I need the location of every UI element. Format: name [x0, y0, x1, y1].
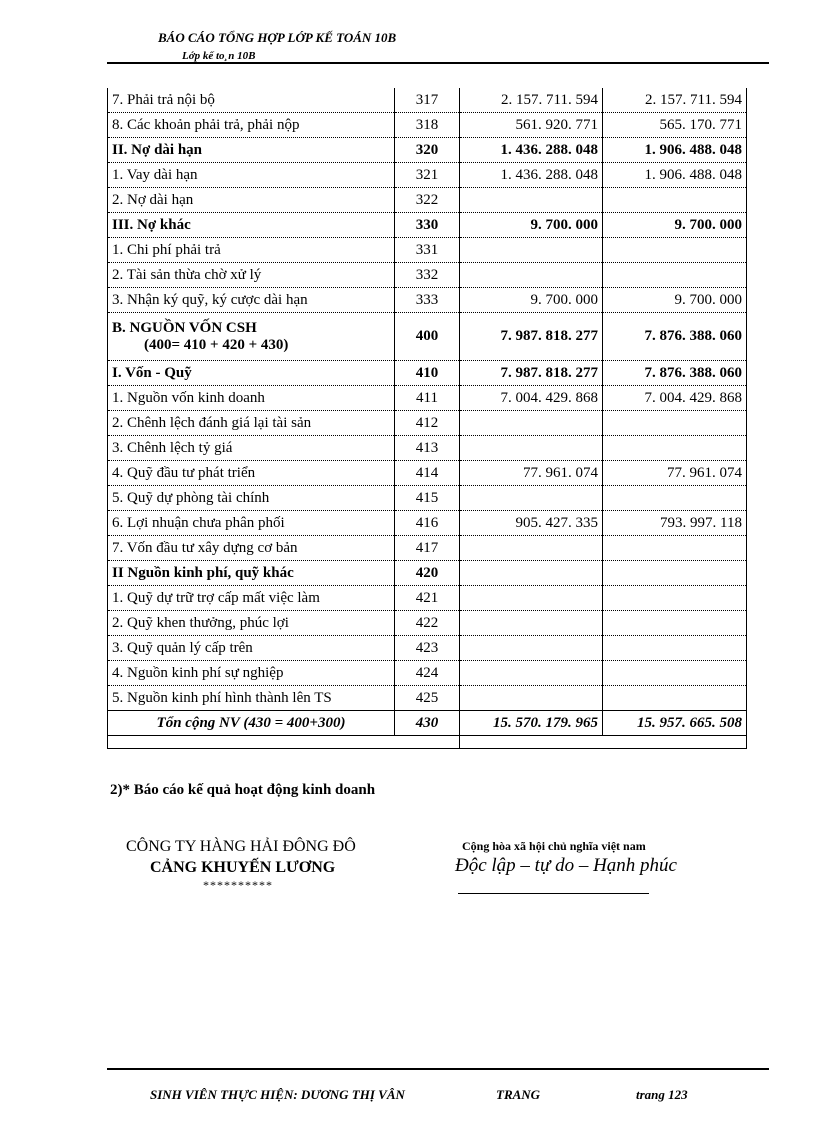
row-value-end [603, 536, 747, 561]
row-code: 416 [395, 511, 460, 536]
row-value-begin: 905. 427. 335 [460, 511, 603, 536]
table-row [108, 586, 747, 611]
row-value-end [603, 636, 747, 661]
row-label: I. Vốn - Quỹ [108, 361, 395, 386]
row-code: 333 [395, 288, 460, 313]
row-code: 421 [395, 586, 460, 611]
table-row [108, 386, 747, 411]
row-code: 415 [395, 486, 460, 511]
table-row [108, 536, 747, 561]
table-row [108, 163, 747, 188]
row-code: 321 [395, 163, 460, 188]
row-code: 420 [395, 561, 460, 586]
row-value-end: 565. 170. 771 [603, 113, 747, 138]
row-label: 3. Quỹ quản lý cấp trên [108, 636, 395, 661]
table-row [108, 263, 747, 288]
closing-cell-left [108, 736, 460, 749]
total-row [108, 711, 747, 736]
row-label: 7. Phải trả nội bộ [108, 88, 395, 113]
row-value-end: 7. 004. 429. 868 [603, 386, 747, 411]
table-row [108, 436, 747, 461]
table-row [108, 288, 747, 313]
row-value-end: 77. 961. 074 [603, 461, 747, 486]
table-row [108, 188, 747, 213]
row-value-begin: 9. 700. 000 [460, 213, 603, 238]
row-value-begin [460, 411, 603, 436]
row-value-begin: 9. 700. 000 [460, 288, 603, 313]
row-value-end [603, 238, 747, 263]
row-label: 3. Nhận ký quỹ, ký cược dài hạn [108, 288, 395, 313]
motto-underline [458, 893, 649, 894]
row-value-end: 1. 906. 488. 048 [603, 163, 747, 188]
company-name: CÔNG TY HÀNG HẢI ĐÔNG ĐÔ [126, 838, 356, 855]
row-label: 2. Quỹ khen thưởng, phúc lợi [108, 611, 395, 636]
row-label: II Nguồn kinh phí, quỹ khác [108, 561, 395, 586]
row-label: 7. Vốn đầu tư xây dựng cơ bản [108, 536, 395, 561]
row-label: 6. Lợi nhuận chưa phân phối [108, 511, 395, 536]
row-value-end [603, 486, 747, 511]
row-code: 332 [395, 263, 460, 288]
row-code: 320 [395, 138, 460, 163]
row-value-begin [460, 661, 603, 686]
row-value-begin: 2. 157. 711. 594 [460, 88, 603, 113]
row-value-begin [460, 636, 603, 661]
row-code: 423 [395, 636, 460, 661]
row-code: 410 [395, 361, 460, 386]
total-value-begin: 15. 570. 179. 965 [460, 711, 603, 736]
row-value-begin [460, 188, 603, 213]
table-row [108, 611, 747, 636]
row-code: 331 [395, 238, 460, 263]
balance-sheet-table [107, 88, 747, 749]
balance-sheet-body [108, 88, 747, 749]
header-subtitle: Lớp kế to¸n 10B [182, 50, 256, 62]
row-label: 3. Chênh lệch tỷ giá [108, 436, 395, 461]
row-value-end [603, 586, 747, 611]
row-label: 8. Các khoản phải trả, phải nộp [108, 113, 395, 138]
row-value-begin [460, 486, 603, 511]
row-code: 411 [395, 386, 460, 411]
row-value-begin [460, 611, 603, 636]
footer-page-number: trang 123 [636, 1087, 688, 1102]
row-label-main: B. NGUỒN VỐN CSH [112, 319, 257, 336]
row-label: 5. Nguồn kinh phí hình thành lên TS [108, 686, 395, 711]
row-label-formula: (400= 410 + 420 + 430) [144, 336, 289, 353]
row-value-begin [460, 263, 603, 288]
row-label: 2. Tài sản thừa chờ xử lý [108, 263, 395, 288]
row-value-begin [460, 436, 603, 461]
row-code: 417 [395, 536, 460, 561]
row-value-begin: 7. 987. 818. 277 [460, 361, 603, 386]
header-rule [107, 62, 769, 64]
row-value-end [603, 188, 747, 213]
row-code: 414 [395, 461, 460, 486]
section-heading: 2)* Báo cáo kế quả hoạt động kinh doanh [110, 782, 376, 798]
republic-motto: Độc lập – tự do – Hạnh phúc [455, 855, 677, 876]
footer-rule [107, 1068, 769, 1070]
closing-cell-right [460, 736, 747, 749]
row-label: 2. Nợ dài hạn [108, 188, 395, 213]
row-value-begin [460, 586, 603, 611]
table-row [108, 486, 747, 511]
header-title: BÁO CÁO TỔNG HỢP LỚP KẾ TOÁN 10B [158, 30, 397, 45]
row-value-end [603, 611, 747, 636]
row-value-begin [460, 561, 603, 586]
row-value-end: 9. 700. 000 [603, 213, 747, 238]
table-row [108, 636, 747, 661]
table-row [108, 113, 747, 138]
row-label: 5. Quỹ dự phòng tài chính [108, 486, 395, 511]
table-row [108, 661, 747, 686]
row-code: 318 [395, 113, 460, 138]
table-row [108, 313, 747, 361]
row-value-end [603, 686, 747, 711]
row-value-begin: 561. 920. 771 [460, 113, 603, 138]
row-value-end: 2. 157. 711. 594 [603, 88, 747, 113]
row-label [108, 313, 395, 361]
row-code: 322 [395, 188, 460, 213]
row-value-end [603, 263, 747, 288]
row-label: 1. Nguồn vốn kinh doanh [108, 386, 395, 411]
total-code: 430 [395, 711, 460, 736]
row-label: 1. Chi phí phải trả [108, 238, 395, 263]
table-row [108, 411, 747, 436]
row-value-begin: 1. 436. 288. 048 [460, 163, 603, 188]
total-label: Tổn cộng NV (430 = 400+300) [108, 711, 395, 736]
row-value-begin [460, 536, 603, 561]
row-code: 412 [395, 411, 460, 436]
table-row [108, 511, 747, 536]
table-row [108, 461, 747, 486]
table-row [108, 361, 747, 386]
row-label: II. Nợ dài hạn [108, 138, 395, 163]
table-row [108, 88, 747, 113]
row-value-end: 1. 906. 488. 048 [603, 138, 747, 163]
row-label: 4. Nguồn kinh phí sự nghiệp [108, 661, 395, 686]
row-value-begin: 7. 004. 429. 868 [460, 386, 603, 411]
row-value-end: 7. 876. 388. 060 [603, 361, 747, 386]
row-value-end [603, 661, 747, 686]
row-code: 424 [395, 661, 460, 686]
company-port: CẢNG KHUYẾN LƯƠNG [150, 859, 336, 876]
table-row [108, 686, 747, 711]
table-row [108, 238, 747, 263]
row-value-end [603, 411, 747, 436]
table-row [108, 213, 747, 238]
row-value-begin: 1. 436. 288. 048 [460, 138, 603, 163]
row-value-end: 793. 997. 118 [603, 511, 747, 536]
row-label: III. Nợ khác [108, 213, 395, 238]
company-stars: ********** [203, 878, 273, 892]
row-value-begin: 77. 961. 074 [460, 461, 603, 486]
row-code: 413 [395, 436, 460, 461]
row-code: 422 [395, 611, 460, 636]
row-value-begin [460, 238, 603, 263]
row-code: 317 [395, 88, 460, 113]
table-closing-strip [108, 736, 747, 749]
row-label: 2. Chênh lệch đánh giá lại tài sản [108, 411, 395, 436]
footer-trang-label: TRANG [496, 1087, 541, 1102]
table-row [108, 561, 747, 586]
row-label: 4. Quỹ đầu tư phát triển [108, 461, 395, 486]
row-value-end [603, 436, 747, 461]
total-value-end: 15. 957. 665. 508 [603, 711, 747, 736]
republic-title: Cộng hòa xã hội chủ nghĩa việt nam [462, 839, 646, 853]
table-row [108, 138, 747, 163]
row-value-begin [460, 686, 603, 711]
row-label: 1. Quỹ dự trữ trợ cấp mất việc làm [108, 586, 395, 611]
row-value-end: 7. 876. 388. 060 [603, 313, 747, 361]
row-label: 1. Vay dài hạn [108, 163, 395, 188]
row-value-end: 9. 700. 000 [603, 288, 747, 313]
row-code: 330 [395, 213, 460, 238]
row-code: 425 [395, 686, 460, 711]
row-code: 400 [395, 313, 460, 361]
footer-author: SINH VIÊN THỰC HIỆN: DƯƠNG THỊ VÂN [150, 1087, 405, 1102]
row-value-end [603, 561, 747, 586]
row-value-begin: 7. 987. 818. 277 [460, 313, 603, 361]
